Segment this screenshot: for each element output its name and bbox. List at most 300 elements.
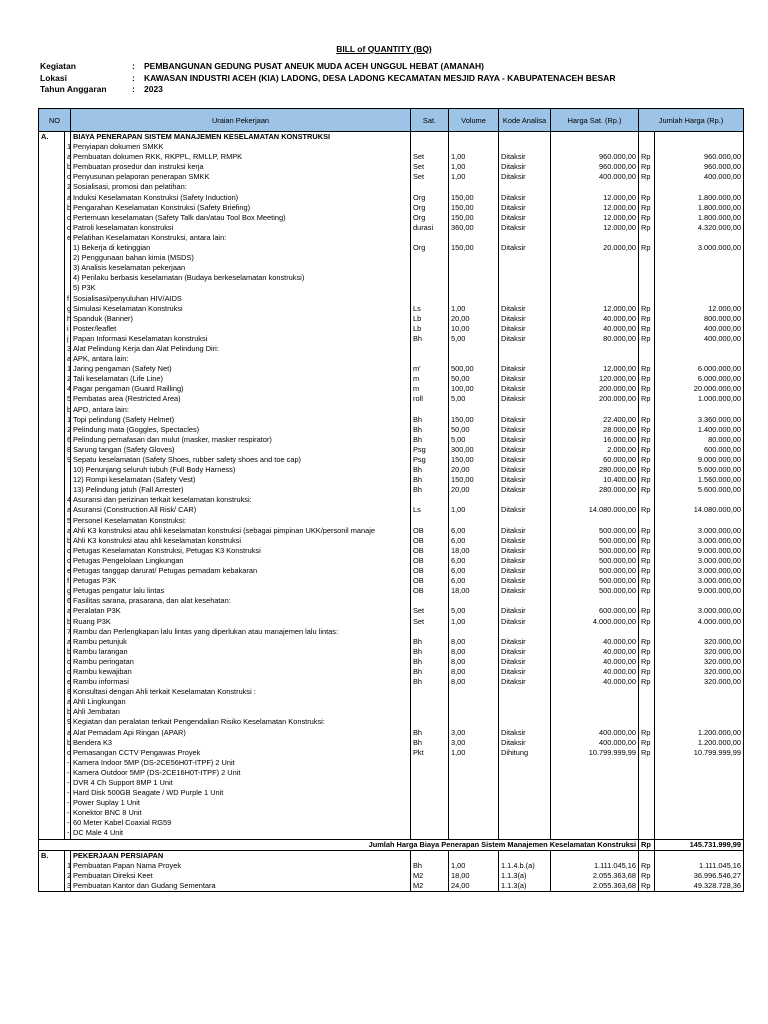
table-cell: Hard Disk 500GB Seagate / WD Purple 1 Unit bbox=[71, 788, 411, 798]
table-cell: 300,00 bbox=[449, 445, 499, 455]
table-cell: 20,00 bbox=[449, 465, 499, 475]
table-cell: OB bbox=[411, 546, 449, 556]
col-header-kode: Kode Analisa bbox=[499, 109, 551, 132]
table-cell: 3 bbox=[65, 344, 71, 354]
table-row bbox=[39, 566, 744, 576]
table-cell: Simulasi Keselamatan Konstruksi bbox=[71, 304, 411, 314]
table-cell bbox=[655, 495, 744, 505]
table-cell bbox=[551, 253, 639, 263]
table-cell bbox=[551, 263, 639, 273]
table-cell: 60 Meter Kabel Coaxial RG59 bbox=[71, 818, 411, 828]
table-cell bbox=[655, 516, 744, 526]
table-cell: Ditaksir bbox=[499, 223, 551, 233]
table-cell: f bbox=[65, 576, 71, 586]
table-cell: Rp bbox=[639, 677, 655, 687]
table-cell bbox=[449, 263, 499, 273]
table-cell bbox=[39, 677, 65, 687]
table-cell: 1.1.4.b.(a) bbox=[499, 861, 551, 871]
table-cell bbox=[39, 223, 65, 233]
table-cell bbox=[449, 717, 499, 727]
table-cell: 40.000,00 bbox=[551, 677, 639, 687]
table-cell bbox=[639, 516, 655, 526]
table-cell: Rp bbox=[639, 172, 655, 182]
table-cell: 320.000,00 bbox=[655, 677, 744, 687]
table-cell: 2.055.363,68 bbox=[551, 881, 639, 892]
table-row bbox=[39, 586, 744, 596]
table-cell bbox=[449, 142, 499, 152]
table-cell bbox=[655, 707, 744, 717]
table-cell: Rp bbox=[639, 203, 655, 213]
total-label: Jumlah Harga Biaya Penerapan Sistem Manajemen Keselamatan Konstruksi bbox=[39, 839, 639, 850]
table-cell: Rambu peringatan bbox=[71, 657, 411, 667]
table-cell: Bh bbox=[411, 415, 449, 425]
table-cell: g bbox=[65, 304, 71, 314]
table-cell bbox=[551, 798, 639, 808]
table-cell: 960.000,00 bbox=[655, 152, 744, 162]
table-cell bbox=[655, 687, 744, 697]
table-cell: 4 bbox=[65, 384, 71, 394]
table-cell: roll bbox=[411, 394, 449, 404]
table-cell bbox=[449, 294, 499, 304]
table-cell bbox=[639, 697, 655, 707]
table-cell bbox=[499, 850, 551, 861]
table-cell: 5 bbox=[65, 394, 71, 404]
table-cell: Pelindung pernafasan dan mulut (masker, masker respirator) bbox=[71, 435, 411, 445]
table-row bbox=[39, 213, 744, 223]
table-row bbox=[39, 283, 744, 293]
table-cell: Ditaksir bbox=[499, 415, 551, 425]
table-cell bbox=[639, 818, 655, 828]
table-cell: 1.111.045,16 bbox=[655, 861, 744, 871]
table-cell: Rp bbox=[639, 485, 655, 495]
table-cell bbox=[551, 697, 639, 707]
table-cell: 5,00 bbox=[449, 334, 499, 344]
table-cell bbox=[655, 788, 744, 798]
table-cell bbox=[499, 344, 551, 354]
table-cell: Asuransi (Construction All Risk/ CAR) bbox=[71, 505, 411, 515]
table-cell: 2.000,00 bbox=[551, 445, 639, 455]
table-cell: 50,00 bbox=[449, 425, 499, 435]
table-cell: 2.055.363,68 bbox=[551, 871, 639, 881]
table-cell: 150,00 bbox=[449, 203, 499, 213]
table-cell: Pembatas area (Restricted Area) bbox=[71, 394, 411, 404]
table-row bbox=[39, 768, 744, 778]
table-cell: a bbox=[65, 354, 71, 364]
table-row bbox=[39, 324, 744, 334]
table-cell bbox=[449, 828, 499, 839]
table-cell: Org bbox=[411, 213, 449, 223]
table-row bbox=[39, 556, 744, 566]
table-cell: OB bbox=[411, 536, 449, 546]
table-row bbox=[39, 505, 744, 515]
table-cell: Ditaksir bbox=[499, 193, 551, 203]
table-cell: Petugas Keselamatan Konstruksi, Petugas K3 Konstruksi bbox=[71, 546, 411, 556]
table-cell: 9.000.000,00 bbox=[655, 455, 744, 465]
table-cell: Rp bbox=[639, 647, 655, 657]
table-cell: c bbox=[65, 213, 71, 223]
table-cell: 9 bbox=[65, 455, 71, 465]
table-cell: Ditaksir bbox=[499, 445, 551, 455]
table-cell: Induksi Keselamatan Konstruksi (Safety Induction) bbox=[71, 193, 411, 203]
table-cell: 40.000,00 bbox=[551, 647, 639, 657]
table-cell bbox=[551, 344, 639, 354]
table-cell: Ditaksir bbox=[499, 364, 551, 374]
table-cell: 400.000,00 bbox=[551, 172, 639, 182]
table-cell: Rp bbox=[639, 223, 655, 233]
table-cell: 8,00 bbox=[449, 657, 499, 667]
table-cell bbox=[551, 627, 639, 637]
table-cell: 16.000,00 bbox=[551, 435, 639, 445]
table-row bbox=[39, 354, 744, 364]
table-cell: 3.360.000,00 bbox=[655, 415, 744, 425]
table-row bbox=[39, 627, 744, 637]
table-cell: b bbox=[65, 707, 71, 717]
table-cell: Bh bbox=[411, 738, 449, 748]
table-cell bbox=[655, 405, 744, 415]
total-row bbox=[39, 839, 744, 850]
table-row bbox=[39, 344, 744, 354]
table-cell: 320.000,00 bbox=[655, 667, 744, 677]
table-cell: 150,00 bbox=[449, 475, 499, 485]
table-cell bbox=[449, 405, 499, 415]
table-cell: 6 bbox=[65, 596, 71, 606]
table-cell: 12.000,00 bbox=[551, 304, 639, 314]
table-cell bbox=[551, 768, 639, 778]
table-cell: Rp bbox=[639, 193, 655, 203]
table-cell: Psg bbox=[411, 445, 449, 455]
table-cell bbox=[39, 374, 65, 384]
table-cell: Penyiapan dokumen SMKK bbox=[71, 142, 411, 152]
table-cell bbox=[39, 808, 65, 818]
table-cell bbox=[639, 788, 655, 798]
table-cell: APK, antara lain: bbox=[71, 354, 411, 364]
table-cell: Rp bbox=[639, 475, 655, 485]
table-cell: Rp bbox=[639, 435, 655, 445]
table-cell: Rp bbox=[639, 152, 655, 162]
table-cell: 3.000.000,00 bbox=[655, 566, 744, 576]
table-cell bbox=[655, 596, 744, 606]
table-cell: 1.1.3(a) bbox=[499, 871, 551, 881]
table-cell: Bendera K3 bbox=[71, 738, 411, 748]
project-info bbox=[40, 61, 615, 96]
table-cell: 40.000,00 bbox=[551, 324, 639, 334]
table-cell bbox=[655, 182, 744, 192]
table-cell: 10,00 bbox=[449, 324, 499, 334]
table-cell bbox=[551, 808, 639, 818]
table-cell bbox=[551, 142, 639, 152]
table-cell: Ditaksir bbox=[499, 475, 551, 485]
table-cell: Rambu dan Perlengkapan lalu lintas yang diperlukan atau manajemen lalu lintas: bbox=[71, 627, 411, 637]
table-cell: M2 bbox=[411, 871, 449, 881]
table-cell bbox=[411, 263, 449, 273]
table-cell: 1) Bekerja di ketinggian bbox=[71, 243, 411, 253]
table-cell: 320.000,00 bbox=[655, 657, 744, 667]
table-cell: 150,00 bbox=[449, 415, 499, 425]
table-cell bbox=[639, 344, 655, 354]
info-row: Tahun Anggaran : 2023 bbox=[40, 84, 163, 94]
table-cell bbox=[551, 778, 639, 788]
table-cell: Bh bbox=[411, 728, 449, 738]
table-cell: Rp bbox=[639, 465, 655, 475]
table-row bbox=[39, 717, 744, 727]
table-cell bbox=[39, 425, 65, 435]
table-cell: 320.000,00 bbox=[655, 647, 744, 657]
table-cell: 8,00 bbox=[449, 637, 499, 647]
table-cell bbox=[655, 132, 744, 143]
table-cell: 5 bbox=[65, 516, 71, 526]
table-cell: 14.080.000,00 bbox=[655, 505, 744, 515]
table-cell: Pagar pengaman (Guard Railling) bbox=[71, 384, 411, 394]
table-cell: Rp bbox=[639, 861, 655, 871]
table-cell bbox=[39, 657, 65, 667]
table-cell bbox=[551, 758, 639, 768]
table-cell bbox=[499, 707, 551, 717]
table-cell: Org bbox=[411, 203, 449, 213]
table-cell bbox=[39, 364, 65, 374]
table-cell: Rp bbox=[639, 243, 655, 253]
table-row bbox=[39, 647, 744, 657]
table-cell bbox=[411, 273, 449, 283]
col-header-harga-sat: Harga Sat. (Rp.) bbox=[551, 109, 639, 132]
table-cell: c bbox=[65, 546, 71, 556]
table-cell: Ls bbox=[411, 304, 449, 314]
col-header-no: NO bbox=[39, 109, 71, 132]
table-row bbox=[39, 384, 744, 394]
table-row bbox=[39, 233, 744, 243]
table-cell: 8,00 bbox=[449, 677, 499, 687]
table-cell bbox=[551, 132, 639, 143]
table-cell: Set bbox=[411, 162, 449, 172]
table-cell bbox=[39, 717, 65, 727]
table-cell: 6.000.000,00 bbox=[655, 364, 744, 374]
table-cell bbox=[655, 283, 744, 293]
table-cell: Ditaksir bbox=[499, 394, 551, 404]
table-cell bbox=[411, 808, 449, 818]
table-cell bbox=[411, 495, 449, 505]
table-cell: 10.400,00 bbox=[551, 475, 639, 485]
table-cell: 1.800.000,00 bbox=[655, 193, 744, 203]
info-row: Kegiatan : PEMBANGUNAN GEDUNG PUSAT ANEUK MUDA ACEH UNGGUL HEBAT (AMANAH) bbox=[40, 61, 484, 71]
table-cell bbox=[655, 758, 744, 768]
table-cell: Ditaksir bbox=[499, 606, 551, 616]
table-cell: 150,00 bbox=[449, 213, 499, 223]
table-cell: Rp bbox=[639, 526, 655, 536]
table-row bbox=[39, 516, 744, 526]
table-cell bbox=[655, 697, 744, 707]
table-cell: Ditaksir bbox=[499, 728, 551, 738]
table-cell: Ahli Lingkungan bbox=[71, 697, 411, 707]
table-row bbox=[39, 677, 744, 687]
table-cell: c bbox=[65, 748, 71, 758]
table-cell bbox=[499, 405, 551, 415]
table-cell: 1.800.000,00 bbox=[655, 213, 744, 223]
table-cell: 36.996.546,27 bbox=[655, 871, 744, 881]
table-cell: Ditaksir bbox=[499, 536, 551, 546]
table-cell: Rp bbox=[639, 546, 655, 556]
table-cell: 1,00 bbox=[449, 162, 499, 172]
table-cell: 6.000.000,00 bbox=[655, 374, 744, 384]
table-cell bbox=[499, 808, 551, 818]
table-cell: Topi pelindung (Safety Helmet) bbox=[71, 415, 411, 425]
table-cell bbox=[639, 828, 655, 839]
table-cell bbox=[39, 758, 65, 768]
table-cell bbox=[639, 687, 655, 697]
table-cell: Ahli K3 konstruksi atau ahli keselamatan konstruksi bbox=[71, 536, 411, 546]
table-cell: 20,00 bbox=[449, 314, 499, 324]
table-cell bbox=[655, 627, 744, 637]
table-cell bbox=[655, 717, 744, 727]
table-row bbox=[39, 465, 744, 475]
table-cell: 6 bbox=[65, 435, 71, 445]
table-cell: Rambu informasi bbox=[71, 677, 411, 687]
table-cell bbox=[411, 344, 449, 354]
table-cell: 6,00 bbox=[449, 556, 499, 566]
table-cell: B. bbox=[39, 850, 65, 861]
table-cell: Rp bbox=[639, 334, 655, 344]
table-cell: Ahli Jembatan bbox=[71, 707, 411, 717]
table-cell bbox=[499, 828, 551, 839]
table-cell: 3 bbox=[65, 881, 71, 892]
table-row bbox=[39, 152, 744, 162]
table-cell bbox=[39, 162, 65, 172]
table-cell bbox=[499, 758, 551, 768]
table-cell bbox=[39, 861, 65, 871]
table-cell bbox=[39, 687, 65, 697]
table-cell: Bh bbox=[411, 657, 449, 667]
table-cell: Rp bbox=[639, 728, 655, 738]
table-cell: 4 bbox=[65, 495, 71, 505]
table-cell bbox=[499, 132, 551, 143]
table-cell bbox=[551, 596, 639, 606]
table-cell bbox=[39, 536, 65, 546]
table-row bbox=[39, 273, 744, 283]
table-cell: 5,00 bbox=[449, 606, 499, 616]
table-cell: Bh bbox=[411, 861, 449, 871]
table-cell bbox=[655, 828, 744, 839]
table-cell: Bh bbox=[411, 425, 449, 435]
table-cell: Ditaksir bbox=[499, 172, 551, 182]
table-row bbox=[39, 657, 744, 667]
table-cell bbox=[411, 828, 449, 839]
table-row bbox=[39, 475, 744, 485]
table-cell: Rp bbox=[639, 455, 655, 465]
table-cell bbox=[639, 768, 655, 778]
table-cell bbox=[655, 850, 744, 861]
table-cell bbox=[639, 182, 655, 192]
table-cell bbox=[39, 394, 65, 404]
table-cell: j bbox=[65, 334, 71, 344]
table-cell: Alat Pemadam Api Ringan (APAR) bbox=[71, 728, 411, 738]
table-cell: 40.000,00 bbox=[551, 657, 639, 667]
table-row bbox=[39, 738, 744, 748]
table-cell bbox=[39, 324, 65, 334]
table-cell: 500.000,00 bbox=[551, 546, 639, 556]
table-cell bbox=[449, 344, 499, 354]
table-cell: Dihitung bbox=[499, 748, 551, 758]
table-cell: Ditaksir bbox=[499, 556, 551, 566]
table-cell: 500.000,00 bbox=[551, 536, 639, 546]
table-cell: Set bbox=[411, 606, 449, 616]
table-cell bbox=[39, 142, 65, 152]
table-cell: b bbox=[65, 536, 71, 546]
table-cell: 12.000,00 bbox=[655, 304, 744, 314]
table-cell: Rp bbox=[639, 657, 655, 667]
table-cell: Ditaksir bbox=[499, 465, 551, 475]
table-cell bbox=[449, 182, 499, 192]
table-row bbox=[39, 546, 744, 556]
table-cell: 10.799.999,99 bbox=[551, 748, 639, 758]
table-cell: Power Suplay 1 Unit bbox=[71, 798, 411, 808]
table-cell: 100,00 bbox=[449, 384, 499, 394]
table-cell bbox=[499, 253, 551, 263]
table-cell bbox=[449, 758, 499, 768]
table-cell bbox=[39, 778, 65, 788]
table-cell bbox=[39, 445, 65, 455]
table-cell: 1.200.000,00 bbox=[655, 738, 744, 748]
table-cell: 400.000,00 bbox=[551, 728, 639, 738]
table-cell bbox=[39, 798, 65, 808]
table-cell: 120.000,00 bbox=[551, 374, 639, 384]
table-cell: Set bbox=[411, 152, 449, 162]
table-cell: Ditaksir bbox=[499, 162, 551, 172]
table-cell: Petugas tanggap darurat/ Petugas pemadam kebakaran bbox=[71, 566, 411, 576]
table-cell: Petugas P3K bbox=[71, 576, 411, 586]
table-cell: Ditaksir bbox=[499, 617, 551, 627]
table-cell: Ls bbox=[411, 505, 449, 515]
table-cell: Rp bbox=[639, 445, 655, 455]
table-cell: 1 bbox=[65, 415, 71, 425]
table-cell: OB bbox=[411, 556, 449, 566]
table-cell: 80.000,00 bbox=[551, 334, 639, 344]
table-cell: 1,00 bbox=[449, 748, 499, 758]
table-cell bbox=[411, 627, 449, 637]
table-cell: d bbox=[65, 667, 71, 677]
table-cell: - bbox=[65, 768, 71, 778]
table-cell: Lb bbox=[411, 314, 449, 324]
table-cell: m bbox=[411, 374, 449, 384]
table-cell bbox=[39, 647, 65, 657]
table-row bbox=[39, 606, 744, 616]
table-cell: Rp bbox=[639, 536, 655, 546]
table-cell: - bbox=[65, 778, 71, 788]
table-cell: 2 bbox=[65, 374, 71, 384]
table-cell bbox=[39, 505, 65, 515]
table-row bbox=[39, 223, 744, 233]
table-cell: Sarung tangan (Safety Gloves) bbox=[71, 445, 411, 455]
table-cell bbox=[551, 233, 639, 243]
table-cell: Kamera Outdoor 5MP (DS-2CE16H0T-ITPF) 2 Unit bbox=[71, 768, 411, 778]
table-cell bbox=[411, 596, 449, 606]
table-cell: Penyusunan pelaporan penerapan SMKK bbox=[71, 172, 411, 182]
table-cell: Pembuatan Kantor dan Gudang Sementara bbox=[71, 881, 411, 892]
table-cell: 50,00 bbox=[449, 374, 499, 384]
table-cell: Ditaksir bbox=[499, 334, 551, 344]
table-cell bbox=[551, 717, 639, 727]
table-cell: Ditaksir bbox=[499, 243, 551, 253]
table-cell: b bbox=[65, 617, 71, 627]
table-cell: - bbox=[65, 808, 71, 818]
table-cell: 600.000,00 bbox=[551, 606, 639, 616]
table-cell: 6,00 bbox=[449, 576, 499, 586]
table-cell: a bbox=[65, 193, 71, 203]
table-cell: Ditaksir bbox=[499, 203, 551, 213]
table-row bbox=[39, 495, 744, 505]
table-cell: 18,00 bbox=[449, 871, 499, 881]
table-cell: Konsultasi dengan Ahli terkait Keselamatan Konstruksi : bbox=[71, 687, 411, 697]
table-cell: 18,00 bbox=[449, 546, 499, 556]
table-cell: 3.000.000,00 bbox=[655, 576, 744, 586]
table-cell bbox=[411, 717, 449, 727]
